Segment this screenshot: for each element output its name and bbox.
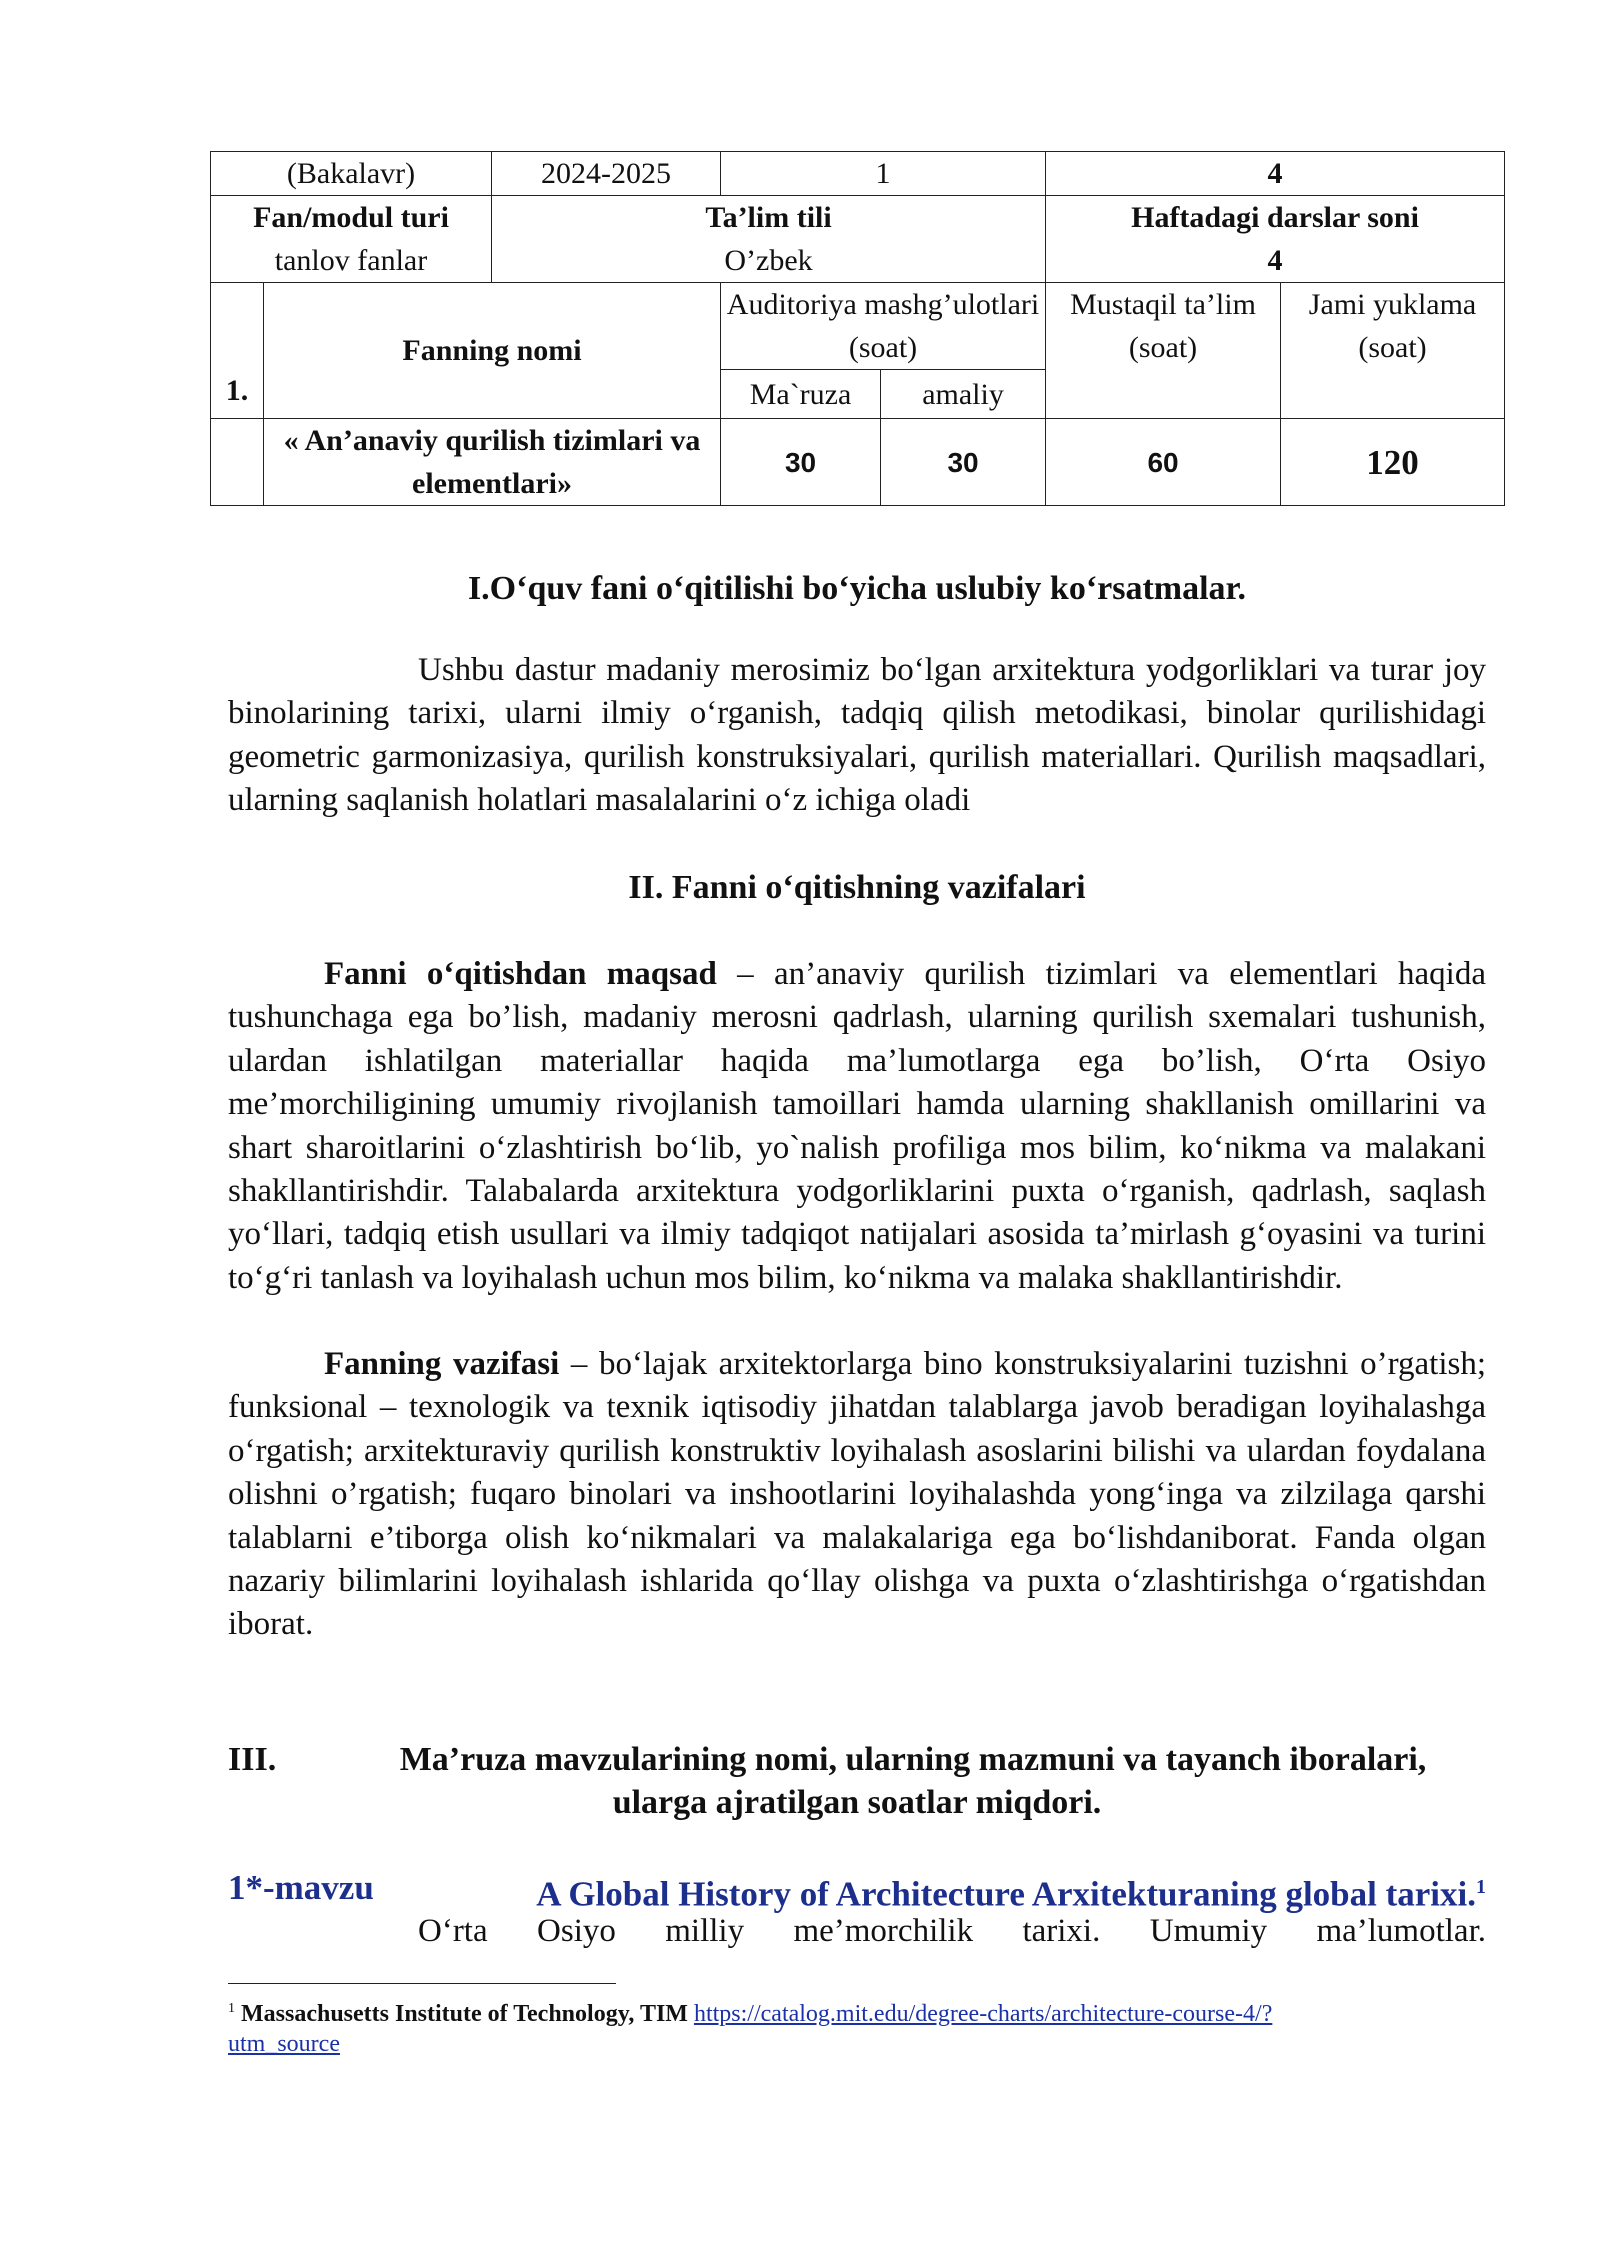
topic1-subtitle: [418, 1910, 1486, 1953]
practice-hours-cell: 30: [881, 419, 1046, 506]
empty-cell: [211, 419, 264, 506]
module-type-label: Fan/modul turi: [253, 201, 449, 234]
course-cell: 1: [721, 152, 1046, 196]
row-number-cell: 1.: [211, 283, 264, 419]
topic1-subtitle-word: me’morchilik: [793, 1913, 974, 1949]
module-type-cell: [211, 196, 492, 283]
topic1-subtitle-word: milliy: [665, 1913, 745, 1949]
semester-cell: 4: [1046, 152, 1505, 196]
topic1-title: [536, 1866, 1486, 1916]
course-info-table: [210, 151, 1505, 506]
section3-number: III.: [228, 1741, 277, 1778]
task-text: – bo‘lajak arxitektorlarga bino konstruksiyalarini tuzishni o’rgatish; funksional – texnologik va texnik iqtisodiy jihatdan talablarga javob beradigan loyihalashga o‘rgatish; arxitekturaviy qurilish konstruktiv loyihalash asoslarini bilishi va ulardan foydalana olishni o’rgatish; fuqaro binolari va inshootlarini loyihalashda yong‘inga va zilzilaga qarshi talablarni e’tiborga olish ko‘nikmalari va malakalariga ega bo‘lishdaniborat. Fanda olgan nazariy bilimlarini loyihalash ishlarida qo‘llay olishga va puxta o‘zlashtirishga o‘rgatishdan iborat.: [228, 1346, 1487, 1643]
table-row: [211, 196, 1505, 283]
topic1-subtitle-word: tarixi.: [1022, 1913, 1101, 1949]
table-row: [211, 152, 1505, 196]
topic1-heading: [228, 1866, 1486, 1916]
weekly-lessons-value: 4: [1267, 244, 1283, 277]
footnote: [228, 1994, 1486, 2059]
independent-label-cell: Mustaqil ta’lim (soat): [1046, 283, 1281, 419]
section1-heading: I.O‘quv fani o‘qitilishi bo‘yicha uslubiy ko‘rsatmalar.: [467, 570, 1247, 607]
topic1-label: 1*-mavzu: [228, 1868, 374, 1907]
footnote-source: Massachusetts Institute of Technology, TIM: [241, 2001, 688, 2027]
footnote-link-line1: https://catalog.mit.edu/degree-charts/architecture-course-4/?: [693, 2001, 1273, 2027]
module-type-value: tanlov fanlar: [274, 244, 428, 277]
language-value: O’zbek: [724, 244, 813, 277]
lecture-label-cell: Ma`ruza: [721, 370, 881, 419]
task-label: Fanning vazifasi: [324, 1346, 560, 1382]
independent-hours-cell: 60: [1046, 419, 1281, 506]
section3-title-line1: Ma’ruza mavzularining nomi, ularning mazmuni va tayanch iboralari,: [399, 1741, 1427, 1778]
total-hours-cell: 120: [1281, 419, 1505, 506]
practice-label-cell: amaliy: [881, 370, 1046, 419]
footnote-link-line2: utm_source: [228, 2031, 340, 2057]
goal-label: Fanni o‘qitishdan maqsad: [324, 956, 717, 992]
degree-cell: (Bakalavr): [211, 152, 492, 196]
language-cell: [492, 196, 1046, 283]
weekly-lessons-label: Haftadagi darslar soni: [1131, 201, 1419, 234]
weekly-lessons-cell: [1046, 196, 1505, 283]
task-paragraph: [228, 1343, 1486, 1647]
topic1-title-text: A Global History of Architecture Arxitekturaning global tarixi.: [536, 1874, 1476, 1914]
year-cell: 2024-2025: [492, 152, 721, 196]
section3-heading: [228, 1738, 1486, 1825]
table-row: [211, 419, 1505, 506]
topic1-subtitle-word: Umumiy: [1149, 1913, 1268, 1949]
goal-text: – an’anaviy qurilish tizimlari va elementlari haqida tushunchaga ega bo’lish, madaniy merosni qadrlash, ularning qurilish sxemalari tushunish, ulardan ishlatilgan materiallar haqida ma’lumotlarga ega bo’lish, O‘rta Osiyo me’morchiligining umumiy rivojlanish tamoillari hamda ularning shakllanish omillarini va shart sharoitlarini o‘zlashtirish bo‘lib, yo`nalish profiliga mos bilim, ko‘nikma va malakani shakllantirishdir. Talabalarda arxitektura yodgorliklarini puxta o‘rganish, qadrlash, saqlash yo‘llari, tadqiq etish usullari va ilmiy tadqiqot natijalari asosida ta’mirlash g‘oyasini va turini to‘g‘ri tanlash va loyihalash uchun mos bilim, ko‘nikma va malaka shakllantirishdir.: [228, 956, 1486, 1296]
topic1-subtitle-word: Osiyo: [537, 1913, 616, 1949]
footnote-number: 1: [228, 2001, 235, 2016]
language-label: Ta’lim tili: [705, 201, 832, 234]
subject-label-cell: Fanning nomi: [264, 283, 721, 419]
section2-heading: II. Fanni o‘qitishning vazifalari: [628, 869, 1086, 906]
topic1-subtitle-word: O‘rta: [418, 1913, 488, 1949]
section1-paragraph: Ushbu dastur madaniy merosimiz bo‘lgan arxitektura yodgorliklari va turar joy binolarining tarixi, ularni ilmiy o‘rganish, tadqiq qilish metodikasi, binolar qurilishidagi geometric garmonizasiya, qurilish konstruksiyalari, qurilish materiallari. Qurilish maqsadlari, ularning saqlanish holatlari masalalarini o‘z ichiga oladi: [228, 652, 1486, 819]
goal-paragraph: [228, 953, 1486, 1300]
lecture-hours-cell: 30: [721, 419, 881, 506]
section3-title-line2: ularga ajratilgan soatlar miqdori.: [612, 1784, 1102, 1822]
footnote-mark[interactable]: 1: [1476, 1876, 1486, 1898]
subject-name-cell: « An’anaviy qurilish tizimlari va elementlari»: [264, 419, 721, 506]
table-row: [211, 283, 1505, 370]
auditory-label-cell: Auditoriya mashg’ulotlari (soat): [721, 283, 1046, 370]
footnote-divider: [228, 1983, 616, 1984]
total-label-cell: Jami yuklama (soat): [1281, 283, 1505, 419]
topic1-subtitle-word: ma’lumotlar.: [1316, 1913, 1486, 1949]
